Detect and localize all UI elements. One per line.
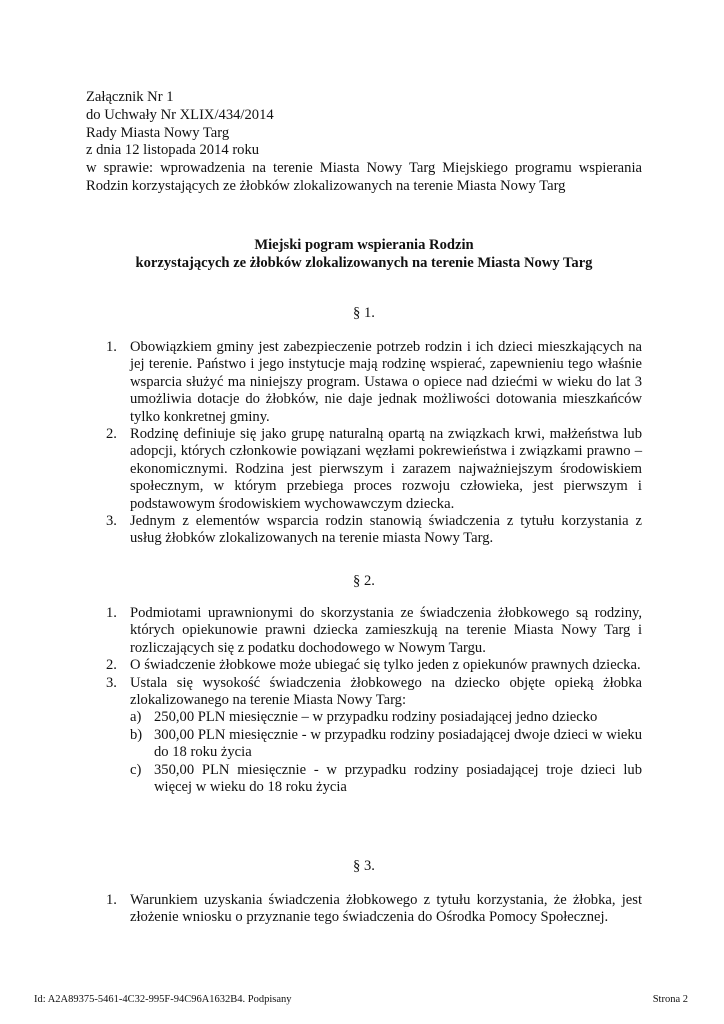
sub-item-letter: b) — [130, 726, 143, 743]
list-item — [86, 657, 642, 674]
item-number: 1. — [106, 605, 117, 621]
item-number: 2. — [106, 426, 117, 443]
item-text: Rodzinę definiuje się jako grupę naturalną opartą na związkach krwi, małżeństwa lub adopcji, których członkowie powiązani węzłami pokrewieństwa i związkami prawno – ekonomicznymi. Rodzina jest pierwszym i zarazem najważniejszym środowiskiem społecznym, w którym przebiega proces rozwoju człowieka, jest pierwszym i podstawowym środowiskiem wychowawczym dziecka. — [130, 426, 642, 512]
list-item — [86, 513, 642, 548]
title-line-2: korzystających ze żłobków zlokalizowanych na terenie Miasta Nowy Targ — [135, 255, 593, 271]
section-1-mark: § 1. — [353, 305, 375, 321]
council-name: Rady Miasta Nowy Targ — [86, 124, 230, 141]
sub-list-item — [130, 709, 642, 726]
list-item — [86, 426, 642, 513]
item-number: 2. — [106, 657, 117, 674]
section-3-list — [86, 892, 642, 927]
list-item — [86, 892, 642, 927]
section-1-list — [86, 339, 642, 548]
attachment-header — [86, 89, 642, 196]
item-number: 1. — [106, 892, 117, 908]
document-id-footer: Id: A2A89375-5461-4C32-995F-94C96A1632B4. Podpisany — [34, 994, 292, 1005]
list-item — [86, 339, 642, 426]
page-number: Strona 2 — [652, 994, 688, 1005]
sub-item-text: 250,00 PLN miesięcznie – w przypadku rodziny posiadającej jedno dziecko — [154, 709, 598, 726]
list-item — [86, 675, 642, 797]
item-number: 3. — [106, 674, 117, 691]
item-text: O świadczenie żłobkowe może ubiegać się tylko jeden z opiekunów prawnych dziecka. — [130, 657, 641, 674]
resolution-subject-line-2: Rodzin korzystających ze żłobków zlokalizowanych na terenie Miasta Nowy Targ — [86, 177, 566, 194]
sub-list-item — [130, 727, 642, 762]
resolution-number: do Uchwały Nr XLIX/434/2014 — [86, 106, 274, 123]
sub-item-letter: c) — [130, 761, 142, 778]
item-text: Ustala się wysokość świadczenia żłobkowego na dziecko objęte opieką żłobka zlokalizowanego na terenie Miasta Nowy Targ: — [130, 674, 642, 709]
sub-list-item — [130, 762, 642, 797]
sub-item-text: 350,00 PLN miesięcznie - w przypadku rodziny posiadającej troje dzieci lub więcej w wieku do 18 roku życia — [154, 761, 642, 796]
section-2-list — [86, 605, 642, 796]
title-line-1: Miejski pogram wspierania Rodzin — [254, 237, 474, 253]
item-text: Jednym z elementów wsparcia rodzin stanowią świadczenia z tytułu korzystania z usług żłobków zlokalizowanych na terenie miasta Nowy Targ. — [130, 513, 642, 547]
item-text: Warunkiem uzyskania świadczenia żłobkowego z tytułu korzystania, że żłobka, jest złożenie wniosku o przyznanie tego świadczenia do Ośrodka Pomocy Społecznej. — [130, 892, 642, 926]
resolution-subject-line-1: w sprawie: wprowadzenia na terenie Miasta Nowy Targ Miejskiego programu wspierania — [86, 160, 642, 177]
section-2-mark: § 2. — [353, 573, 375, 589]
resolution-date: z dnia 12 listopada 2014 roku — [86, 142, 260, 159]
item-text: Podmiotami uprawnionymi do skorzystania ze świadczenia żłobkowego są rodziny, których opiekunowie prawni dziecka zamieszkują na terenie Miasta Nowy Targ i rozliczających się z podatku dochodowego w Nowym Targu. — [130, 605, 642, 656]
sub-item-text: 300,00 PLN miesięcznie - w przypadku rodziny posiadającej dwoje dzieci w wieku do 18 roku życia — [154, 726, 642, 761]
sub-item-letter: a) — [130, 709, 142, 726]
item-number: 3. — [106, 513, 117, 530]
item-text: Obowiązkiem gminy jest zabezpieczenie potrzeb rodzin i ich dzieci mieszkających na jej terenie. Państwo i jego instytucje mają rodzinę wspierać, zapewnieniu tego właśnie wsparcia służyć ma niniejszy program. Ustawa o opiece nad dziećmi w wieku do lat 3 umożliwia dotacje do żłobków, nie daje jednak możliwości dotowania mieszkańców tylko konkretnej gminy. — [130, 339, 642, 425]
list-item — [86, 605, 642, 657]
document-title — [86, 236, 642, 272]
attachment-number: Załącznik Nr 1 — [86, 89, 174, 105]
section-3-mark: § 3. — [353, 858, 375, 874]
item-number: 1. — [106, 339, 117, 355]
